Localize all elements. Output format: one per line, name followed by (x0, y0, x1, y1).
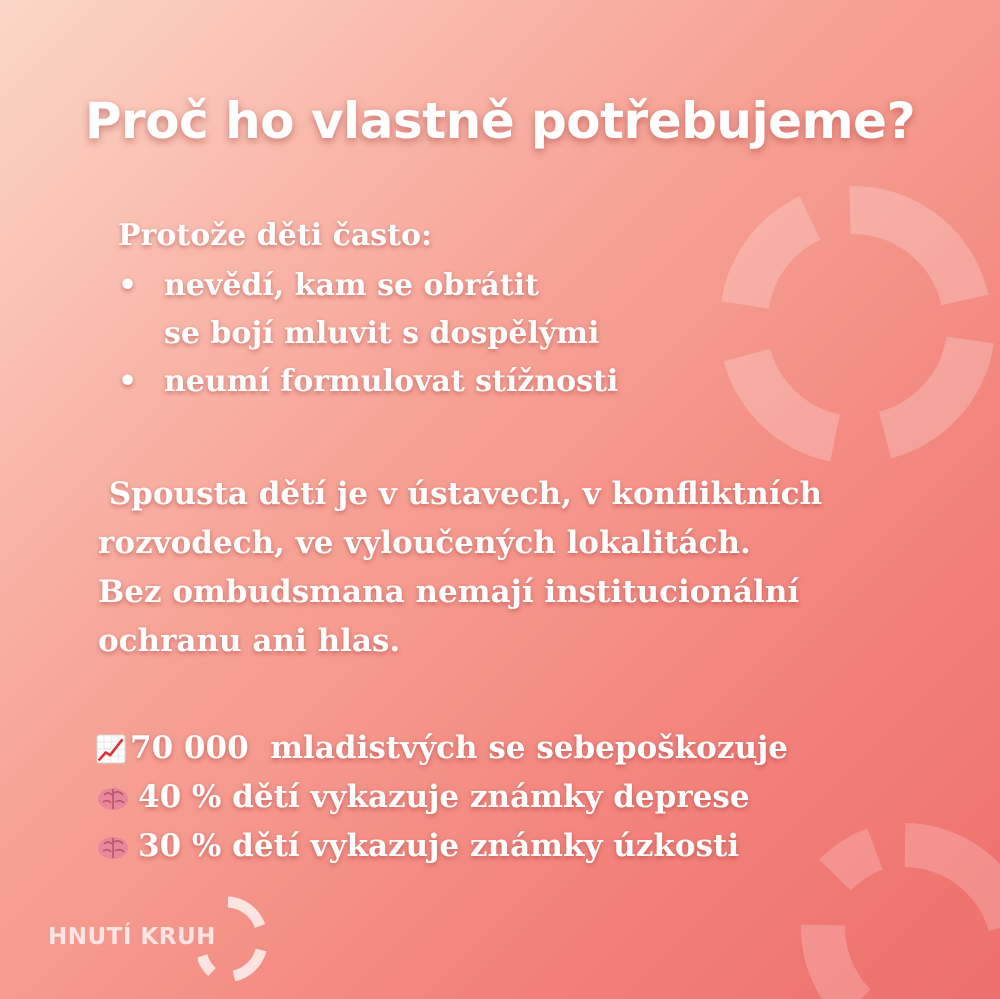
paragraph-line: rozvodech, ve vyloučených lokalitách. (98, 525, 751, 561)
stat-item (96, 822, 788, 871)
list-item-text: nevědí, kam se obrátit (164, 268, 539, 303)
chart-increasing-icon (96, 734, 126, 764)
paragraph-line: Spousta dětí je v ústavech, v konfliktních (98, 476, 823, 512)
bullet-marker: • (118, 364, 138, 399)
ring-decoration-icon (715, 180, 1000, 470)
bullet-marker: • (118, 268, 138, 303)
stat-text: 40 % dětí vykazuje známky deprese (138, 779, 750, 815)
ring-logo-icon (198, 892, 278, 988)
list-item (118, 262, 618, 358)
list-item-text: neumí formulovat stížnosti (164, 364, 619, 399)
statistics-list (96, 724, 788, 871)
list-item-text: se bojí mluvit s dospělými (164, 316, 600, 351)
stat-item (96, 724, 788, 773)
paragraph-line: ochranu ani hlas. (98, 623, 401, 659)
logo-text: HNUTÍ KRUH (48, 924, 216, 950)
paragraph-line: Bez ombudsmana nemají institucionální (98, 574, 800, 610)
brain-icon (96, 830, 130, 864)
stat-text: 70 000 mladistvých se sebepoškozuje (130, 730, 788, 766)
reasons-list (118, 262, 618, 406)
intro-text: Protože děti často: (118, 218, 433, 253)
brand-logo (48, 890, 278, 990)
list-item (118, 358, 618, 406)
brain-icon (96, 781, 130, 815)
ring-decoration-icon (795, 815, 1000, 999)
stat-text: 30 % dětí vykazuje známky úzkosti (138, 828, 740, 864)
stat-item (96, 773, 788, 822)
body-paragraph (98, 470, 822, 666)
page-title: Proč ho vlastně potřebujeme? (84, 92, 916, 150)
